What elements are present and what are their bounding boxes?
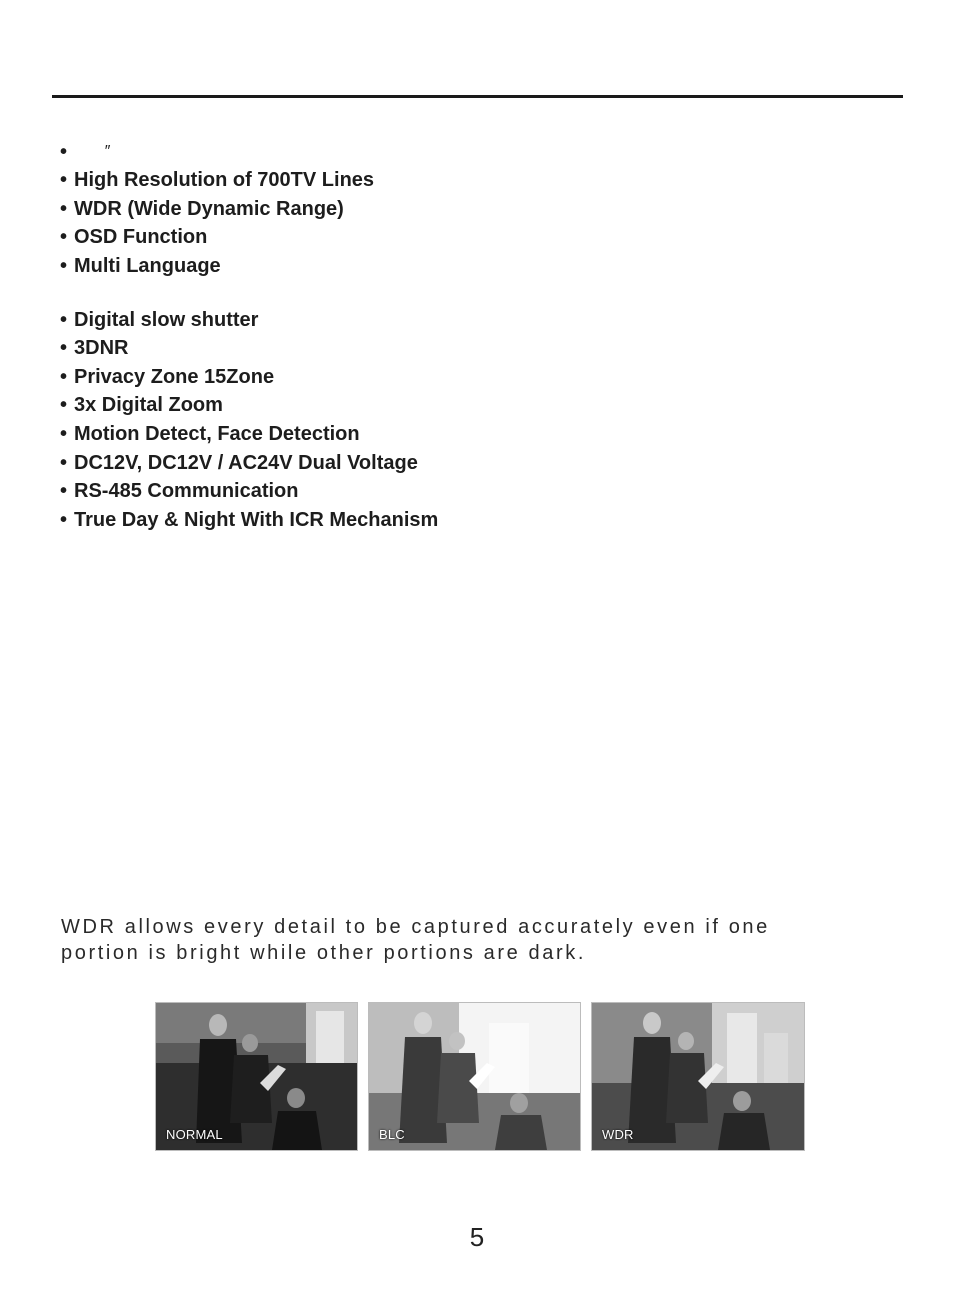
feature-item [60, 168, 374, 192]
feature-item [60, 393, 223, 417]
prime-glyph: ″ [104, 143, 110, 160]
feature-text: Multi Language [74, 255, 221, 277]
bullet-icon: • [60, 309, 68, 331]
feature-text: 3DNR [74, 337, 129, 359]
page-number: 5 [469, 1222, 485, 1252]
header-rule [52, 95, 903, 98]
feature-text: RS-485 Communication [74, 480, 299, 502]
feature-item [60, 308, 258, 332]
blc-sample-image [368, 1002, 581, 1151]
feature-text: Digital slow shutter [74, 309, 259, 331]
feature-text: DC12V, DC12V / AC24V Dual Voltage [74, 452, 418, 474]
bullet-icon: • [60, 480, 68, 502]
feature-item-blank [60, 140, 110, 164]
bullet-icon: • [60, 337, 68, 359]
feature-item [60, 225, 207, 249]
bullet-icon: • [60, 423, 68, 445]
feature-text: WDR (Wide Dynamic Range) [74, 198, 344, 220]
feature-text: 3x Digital Zoom [74, 394, 223, 416]
feature-text: OSD Function [74, 226, 208, 248]
wdr-label: WDR [602, 1127, 634, 1142]
feature-item [60, 479, 298, 503]
feature-item [60, 254, 221, 278]
feature-text: True Day & Night With ICR Mechanism [74, 509, 439, 531]
feature-item [60, 365, 274, 389]
wdr-description: WDR allows every detail to be captured accurately even if one portion is bright while other portions are dark. [61, 916, 770, 964]
feature-item [60, 197, 344, 221]
feature-item [60, 508, 438, 532]
normal-sample-image [155, 1002, 358, 1151]
bullet-icon: • [60, 509, 68, 531]
bullet-icon: • [60, 366, 68, 388]
bullet-icon: • [60, 255, 68, 277]
bullet-icon: • [60, 141, 68, 163]
bullet-icon: • [60, 169, 68, 191]
feature-text: High Resolution of 700TV Lines [74, 169, 375, 191]
bullet-icon: • [60, 452, 68, 474]
feature-item [60, 336, 128, 360]
normal-label: NORMAL [166, 1127, 223, 1142]
feature-text: Motion Detect, Face Detection [74, 423, 360, 445]
feature-item [60, 451, 418, 475]
bullet-icon: • [60, 198, 68, 220]
blc-label: BLC [379, 1127, 405, 1142]
wdr-sample-image [591, 1002, 805, 1151]
bullet-icon: • [60, 226, 68, 248]
feature-text: Privacy Zone 15Zone [74, 366, 275, 388]
bullet-icon: • [60, 394, 68, 416]
feature-item [60, 422, 360, 446]
